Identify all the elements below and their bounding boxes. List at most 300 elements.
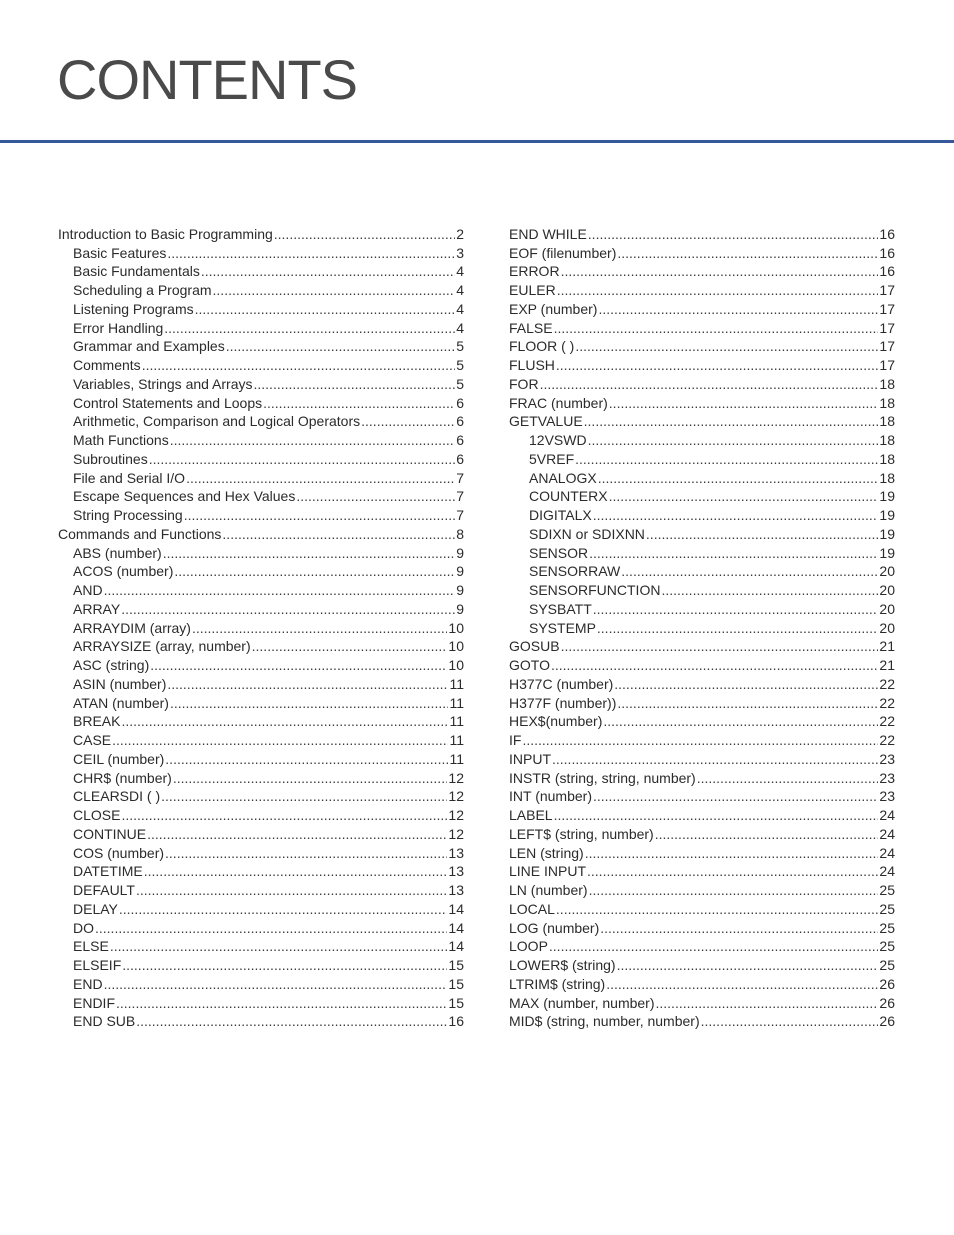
toc-entry[interactable] [58, 993, 464, 1012]
toc-entry[interactable] [509, 487, 895, 506]
toc-entry[interactable] [58, 449, 464, 468]
dot-leader [121, 600, 455, 618]
toc-entry-title: ARRAY [73, 600, 121, 617]
toc-entry-title: ACOS (number) [73, 563, 174, 580]
dot-leader [173, 769, 448, 787]
toc-entry[interactable] [58, 637, 464, 656]
toc-entry-title: ATAN (number) [73, 694, 169, 711]
toc-entry[interactable] [58, 974, 464, 993]
dot-leader [119, 900, 448, 918]
toc-entry-title: EOF (filenumber) [509, 244, 617, 261]
toc-entry-title: INPUT [509, 750, 551, 767]
toc-entry-page: 20 [879, 582, 895, 598]
toc-entry-title: Comments [73, 357, 141, 373]
toc-entry-title: FLUSH [509, 357, 555, 373]
toc-entry[interactable] [509, 918, 895, 937]
toc-entry-page: 17 [879, 300, 895, 317]
toc-entry-page: 12 [448, 788, 464, 805]
toc-entry-page: 18 [879, 375, 895, 392]
toc-entry-page: 23 [879, 769, 895, 786]
toc-entry[interactable] [58, 393, 464, 412]
dot-leader [589, 881, 879, 899]
dot-leader [609, 487, 879, 505]
dot-leader [556, 356, 879, 374]
toc-entry-title: CLOSE [73, 807, 121, 823]
toc-entry-title: LEFT$ (string, number) [509, 825, 654, 842]
toc-entry-page: 25 [879, 938, 895, 955]
dot-leader [226, 337, 455, 355]
toc-entry[interactable] [509, 412, 895, 431]
toc-entry-title: GOTO [509, 657, 550, 673]
toc-entry-page: 22 [879, 732, 895, 748]
toc-entry[interactable] [58, 243, 464, 262]
toc-entry-title: 12VSWD [529, 432, 587, 448]
toc-entry-title: Math Functions [73, 432, 169, 448]
dot-leader [361, 412, 455, 430]
toc-entry-title: ARRAYDIM (array) [73, 619, 191, 636]
dot-leader [588, 225, 879, 243]
toc-entry-page: 18 [879, 432, 895, 448]
toc-entry-page: 23 [879, 750, 895, 767]
toc-entry-page: 14 [448, 919, 464, 936]
toc-entry-title: ELSE [73, 938, 109, 955]
toc-entry[interactable] [58, 224, 464, 243]
toc-entry-page: 9 [456, 544, 464, 561]
toc-entry-page: 21 [879, 638, 895, 655]
dot-leader [164, 319, 455, 337]
toc-entry-page: 22 [879, 694, 895, 711]
toc-entry-title: ELSEIF [73, 957, 122, 973]
dot-leader [254, 375, 456, 393]
dot-leader [552, 750, 878, 768]
toc-entry-title: EXP (number) [509, 300, 598, 317]
dot-leader [603, 712, 878, 730]
toc-entry[interactable] [58, 337, 464, 356]
toc-entry-page: 16 [448, 1013, 464, 1030]
toc-entry[interactable] [509, 824, 895, 843]
dot-leader [149, 450, 455, 468]
toc-entry-page: 19 [879, 544, 895, 561]
toc-entry-page: 22 [879, 713, 895, 730]
toc-entry[interactable] [58, 505, 464, 524]
toc-entry-title: DATETIME [73, 863, 143, 880]
toc-entry[interactable] [58, 618, 464, 637]
toc-entry-title: Commands and Functions [58, 525, 222, 542]
toc-entry-title: DO [73, 919, 94, 936]
toc-entry-title: COUNTERX [529, 488, 608, 505]
dot-leader [136, 1012, 447, 1030]
toc-entry-title: CEIL (number) [73, 750, 165, 767]
toc-entry-page: 4 [456, 300, 464, 317]
toc-entry-page: 18 [879, 469, 895, 486]
toc-entry-title: GETVALUE [509, 413, 583, 430]
dot-leader [655, 825, 879, 843]
toc-entry[interactable] [509, 374, 895, 393]
toc-entry-page: 19 [879, 488, 895, 505]
toc-entry-title: END SUB [73, 1013, 136, 1030]
dot-leader [167, 244, 455, 262]
toc-entry[interactable] [509, 599, 895, 618]
dot-leader [598, 300, 878, 318]
toc-entry[interactable] [509, 318, 895, 337]
dot-leader [174, 562, 455, 580]
toc-entry[interactable] [509, 299, 895, 318]
toc-entry-page: 19 [879, 525, 895, 542]
toc-entry-title: H377F (number)) [509, 694, 617, 711]
dot-leader [593, 600, 879, 618]
toc-entry[interactable] [509, 655, 895, 674]
toc-entry-title: SENSOR [529, 544, 589, 561]
toc-entry[interactable] [509, 580, 895, 599]
toc-entry[interactable] [509, 693, 895, 712]
toc-entry-title: Error Handling [73, 319, 164, 336]
toc-entry[interactable] [58, 580, 464, 599]
dot-leader [161, 787, 447, 805]
toc-entry-page: 21 [879, 657, 895, 673]
dot-leader [561, 262, 879, 280]
toc-entry-page: 6 [456, 394, 464, 411]
toc-entry[interactable] [58, 937, 464, 956]
toc-entry-title: Listening Programs [73, 300, 194, 317]
toc-entry-title: MID$ (string, number, number) [509, 1013, 700, 1030]
toc-entry[interactable] [509, 993, 895, 1012]
toc-entry-title: Control Statements and Loops [73, 394, 263, 411]
dot-leader [165, 750, 448, 768]
toc-entry-title: Grammar and Examples [73, 338, 225, 355]
toc-entry-page: 18 [879, 413, 895, 430]
dot-leader [587, 862, 878, 880]
toc-entry-page: 6 [456, 450, 464, 467]
toc-entry-page: 13 [448, 844, 464, 861]
dot-leader [222, 525, 455, 543]
toc-entry[interactable] [509, 355, 895, 374]
toc-entry-title: Scheduling a Program [73, 282, 212, 298]
toc-entry-page: 16 [879, 225, 895, 242]
dot-leader [540, 375, 879, 393]
toc-entry-title: SYSBATT [529, 600, 592, 617]
toc-entry-title: IF [509, 732, 522, 748]
toc-entry[interactable] [509, 712, 895, 731]
dot-leader [554, 319, 879, 337]
toc-entry-page: 16 [879, 263, 895, 280]
toc-entry-title: CASE [73, 732, 112, 748]
toc-entry-title: EULER [509, 282, 556, 298]
toc-entry-title: SDIXN or SDIXNN [529, 525, 645, 542]
dot-leader [184, 506, 455, 524]
toc-entry-page: 10 [448, 657, 464, 673]
dot-leader [263, 394, 455, 412]
toc-entry-page: 15 [448, 975, 464, 992]
dot-leader [617, 956, 879, 974]
toc-entry-title: LOG (number) [509, 919, 600, 936]
toc-entry-title: ASC (string) [73, 657, 150, 673]
toc-entry-title: LABEL [509, 807, 553, 823]
toc-entry[interactable] [58, 880, 464, 899]
toc-entry-title: DELAY [73, 900, 118, 917]
dot-leader [142, 356, 456, 374]
toc-entry-title: ERROR [509, 263, 560, 280]
toc-entry-page: 12 [448, 769, 464, 786]
dot-leader [165, 844, 447, 862]
toc-entry[interactable] [509, 637, 895, 656]
toc-entry-page: 10 [448, 619, 464, 636]
dot-leader [551, 656, 878, 674]
dot-leader [170, 431, 455, 449]
toc-entry[interactable] [58, 562, 464, 581]
toc-entry[interactable] [58, 299, 464, 318]
toc-entry-page: 6 [456, 432, 464, 448]
page-title: CONTENTS [57, 48, 357, 111]
toc-entry-page: 5 [456, 338, 464, 355]
toc-entry[interactable] [58, 955, 464, 974]
toc-entry[interactable] [509, 787, 895, 806]
toc-entry[interactable] [509, 393, 895, 412]
toc-entry-page: 26 [879, 1013, 895, 1030]
toc-entry-page: 13 [448, 882, 464, 898]
toc-entry-title: CLEARSDI ( ) [73, 788, 161, 805]
toc-entry-page: 17 [879, 319, 895, 336]
toc-entry-page: 12 [448, 825, 464, 842]
dot-leader [656, 994, 879, 1012]
toc-entry[interactable] [509, 224, 895, 243]
toc-entry-page: 8 [456, 525, 464, 542]
toc-entry-title: Variables, Strings and Arrays [73, 375, 253, 392]
toc-entry[interactable] [509, 1012, 895, 1031]
toc-entry[interactable] [509, 674, 895, 693]
toc-entry[interactable] [58, 412, 464, 431]
dot-leader [121, 712, 448, 730]
toc-entry[interactable] [58, 730, 464, 749]
dot-leader [575, 450, 878, 468]
dot-leader [170, 694, 449, 712]
toc-entry[interactable] [509, 524, 895, 543]
toc-entry-page: 19 [879, 507, 895, 523]
toc-entry[interactable] [58, 655, 464, 674]
dot-leader [167, 675, 448, 693]
toc-entry-title: LOWER$ (string) [509, 957, 616, 973]
dot-leader [274, 225, 455, 243]
toc-entry-title: LN (number) [509, 882, 588, 898]
toc-entry-title: ASIN (number) [73, 675, 167, 692]
toc-entry-title: DIGITALX [529, 507, 592, 523]
toc-entry-page: 25 [879, 957, 895, 973]
dot-leader [112, 731, 448, 749]
dot-leader [121, 806, 447, 824]
dot-leader [614, 675, 878, 693]
toc-entry[interactable] [58, 487, 464, 506]
toc-entry[interactable] [58, 768, 464, 787]
toc-entry[interactable] [509, 337, 895, 356]
dot-leader [104, 581, 456, 599]
toc-entry-page: 11 [449, 694, 464, 711]
dot-leader [296, 487, 455, 505]
toc-entry[interactable] [509, 843, 895, 862]
toc-entry[interactable] [509, 880, 895, 899]
dot-leader [201, 262, 455, 280]
toc-entry-page: 13 [448, 863, 464, 880]
dot-leader [661, 581, 878, 599]
toc-entry-page: 4 [456, 282, 464, 298]
dot-leader [575, 337, 878, 355]
toc-entry-title: H377C (number) [509, 675, 614, 692]
toc-entry-page: 2 [456, 225, 464, 242]
dot-leader [597, 619, 879, 637]
dot-leader [589, 544, 878, 562]
toc-entry-page: 25 [879, 919, 895, 936]
toc-entry-page: 23 [879, 788, 895, 805]
toc-entry[interactable] [58, 374, 464, 393]
toc-entry[interactable] [58, 899, 464, 918]
toc-entry[interactable] [509, 505, 895, 524]
toc-entry-title: 5VREF [529, 450, 575, 467]
toc-entry[interactable] [509, 543, 895, 562]
toc-entry[interactable] [509, 730, 895, 749]
toc-entry-page: 17 [879, 338, 895, 355]
toc-entry-title: MAX (number, number) [509, 994, 655, 1011]
toc-entry[interactable] [509, 899, 895, 918]
toc-entry[interactable] [509, 243, 895, 262]
toc-entry-page: 9 [456, 600, 464, 617]
dot-leader [95, 919, 447, 937]
dot-leader [606, 975, 878, 993]
toc-entry-title: ANALOGX [529, 469, 597, 486]
toc-entry[interactable] [509, 430, 895, 449]
toc-entry-title: COS (number) [73, 844, 165, 861]
toc-entry[interactable] [58, 599, 464, 618]
dot-leader [585, 844, 879, 862]
toc-entry[interactable] [58, 824, 464, 843]
toc-entry[interactable] [509, 749, 895, 768]
toc-entry-page: 11 [449, 732, 464, 748]
dot-leader [252, 637, 448, 655]
toc-right-column [509, 224, 895, 1030]
toc-entry[interactable] [509, 805, 895, 824]
toc-entry[interactable] [509, 974, 895, 993]
toc-entry[interactable] [509, 468, 895, 487]
toc-entry-title: SYSTEMP [529, 619, 596, 636]
toc-entry-title: INT (number) [509, 788, 592, 805]
dot-leader [701, 1012, 879, 1030]
toc-entry[interactable] [509, 937, 895, 956]
toc-entry[interactable] [58, 805, 464, 824]
toc-entry[interactable] [58, 862, 464, 881]
toc-entry-title: ENDIF [73, 994, 115, 1011]
toc-entry[interactable] [58, 843, 464, 862]
toc-entry[interactable] [509, 262, 895, 281]
toc-entry-page: 20 [879, 563, 895, 580]
toc-entry-title: END WHILE [509, 225, 587, 242]
toc-entry[interactable] [58, 318, 464, 337]
toc-entry-page: 7 [456, 507, 464, 523]
toc-entry-page: 20 [879, 600, 895, 617]
toc-entry-page: 17 [879, 357, 895, 373]
toc-entry[interactable] [509, 768, 895, 787]
toc-entry-page: 4 [456, 319, 464, 336]
toc-entry[interactable] [58, 1012, 464, 1031]
toc-entry[interactable] [58, 787, 464, 806]
toc-entry[interactable] [58, 712, 464, 731]
toc-entry-page: 6 [456, 413, 464, 430]
dot-leader [584, 412, 879, 430]
dot-leader [213, 281, 456, 299]
dot-leader [163, 544, 456, 562]
dot-leader [110, 937, 448, 955]
toc-entry[interactable] [509, 562, 895, 581]
toc-entry-page: 10 [448, 638, 464, 655]
toc-entry-page: 24 [879, 825, 895, 842]
toc-entry[interactable] [58, 543, 464, 562]
toc-entry-title: Arithmetic, Comparison and Logical Operators [73, 413, 361, 430]
dot-leader [136, 881, 447, 899]
toc-entry[interactable] [509, 449, 895, 468]
toc-entry-title: FRAC (number) [509, 394, 608, 411]
toc-entry-page: 11 [449, 750, 464, 767]
toc-entry-page: 11 [449, 675, 464, 692]
toc-entry-title: GOSUB [509, 638, 560, 655]
toc-entry-page: 24 [879, 863, 895, 880]
toc-entry[interactable] [58, 693, 464, 712]
toc-entry-title: HEX$(number) [509, 713, 603, 730]
toc-entry[interactable] [58, 430, 464, 449]
dot-leader [186, 469, 455, 487]
toc-entry-page: 14 [448, 938, 464, 955]
toc-entry[interactable] [509, 955, 895, 974]
toc-entry-page: 16 [879, 244, 895, 261]
dot-leader [598, 469, 879, 487]
toc-entry[interactable] [509, 618, 895, 637]
toc-entry-title: ABS (number) [73, 544, 162, 561]
toc-entry-title: CHR$ (number) [73, 769, 172, 786]
dot-leader [600, 919, 878, 937]
toc-entry[interactable] [58, 918, 464, 937]
toc-entry[interactable] [509, 862, 895, 881]
toc-entry[interactable] [58, 524, 464, 543]
dot-leader [556, 900, 879, 918]
dot-leader [122, 956, 447, 974]
toc-entry[interactable] [58, 280, 464, 299]
toc-entry-title: SENSORRAW [529, 563, 621, 580]
toc-entry-title: DEFAULT [73, 882, 135, 898]
dot-leader [522, 731, 878, 749]
toc-left-column [58, 224, 464, 1030]
dot-leader [588, 431, 879, 449]
toc-entry[interactable] [509, 280, 895, 299]
toc-entry-page: 7 [456, 488, 464, 505]
toc-entry-page: 4 [456, 263, 464, 280]
toc-entry[interactable] [58, 355, 464, 374]
toc-entry[interactable] [58, 749, 464, 768]
toc-entry-title: LOOP [509, 938, 548, 955]
dot-leader [554, 806, 879, 824]
toc-entry-page: 9 [456, 563, 464, 580]
toc-entry-title: LINE INPUT [509, 863, 587, 880]
toc-entry-page: 5 [456, 375, 464, 392]
toc-entry-page: 5 [456, 357, 464, 373]
toc-entry[interactable] [58, 262, 464, 281]
toc-entry-title: END [73, 975, 103, 992]
toc-entry-title: INSTR (string, string, number) [509, 769, 696, 786]
toc-entry-page: 26 [879, 975, 895, 992]
toc-entry-page: 15 [448, 994, 464, 1011]
dot-leader [646, 525, 879, 543]
toc-entry-page: 22 [879, 675, 895, 692]
toc-entry-title: CONTINUE [73, 825, 147, 842]
toc-entry[interactable] [58, 674, 464, 693]
toc-entry-title: LOCAL [509, 900, 555, 917]
dot-leader [621, 562, 878, 580]
dot-leader [192, 619, 447, 637]
toc-entry[interactable] [58, 468, 464, 487]
